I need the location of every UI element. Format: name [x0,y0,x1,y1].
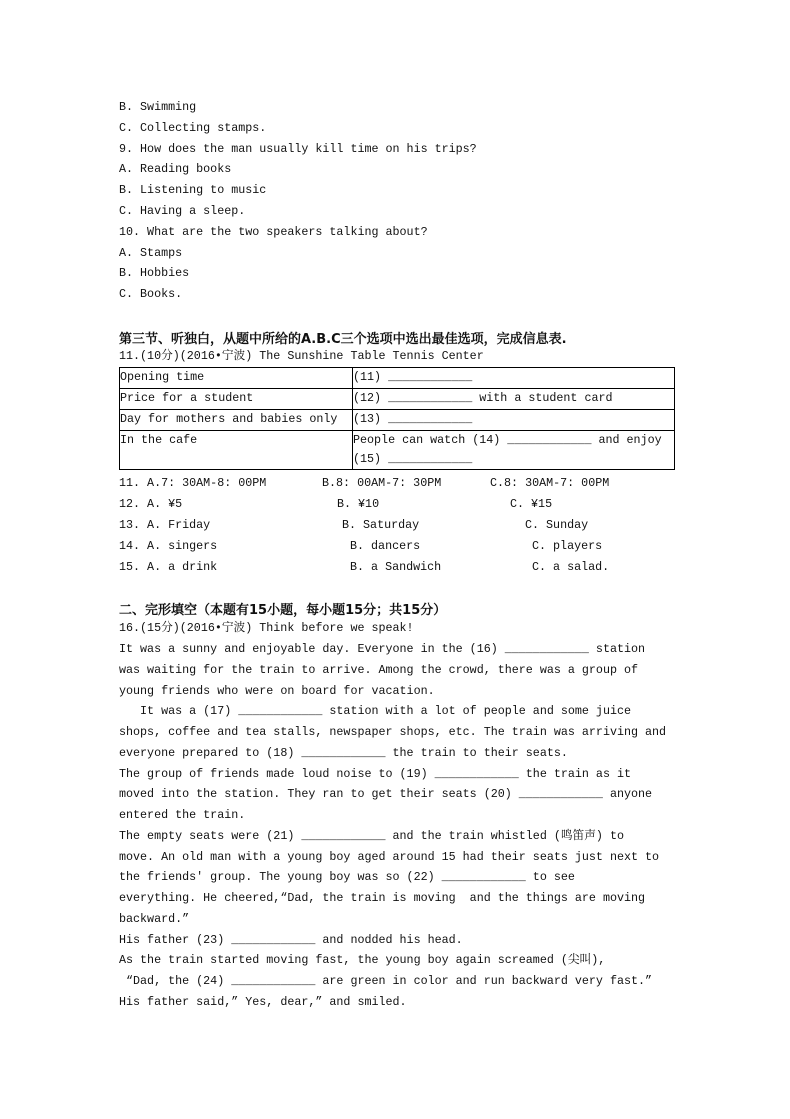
table-row [120,410,675,431]
option-a: 13. A. Friday [119,517,211,532]
passage-line: His father (23) ____________ and nodded his head. [119,932,463,947]
option-a: 15. A. a drink [119,559,218,574]
option-c: C. a salad. [532,559,610,574]
table-label: Day for mothers and babies only [120,410,353,431]
table-row [120,368,675,389]
table-row [120,389,675,410]
text-line: C. Having a sleep. [119,204,246,218]
text-line: C. Collecting stamps. [119,120,267,135]
passage-line: was waiting for the train to arrive. Among the crowd, there was a group of [119,662,639,677]
info-table [119,367,675,470]
text-line: A. Stamps [119,245,183,260]
table-label: Price for a student [120,389,353,410]
passage-line: shops, coffee and tea stalls, newspaper shops, etc. The train was arriving and [119,725,667,739]
table-label: Opening time [120,368,353,389]
text-line: 9. How does the man usually kill time on his trips? [119,141,477,156]
question-11-title: 11.(10分)(2016•宁波) The Sunshine Table Tennis Center [119,349,484,363]
passage-line: young friends who were on board for vacation. [119,683,435,698]
table-value: People can watch (14) ____________ and enjoy (15) ____________ [353,431,675,470]
option-b: B.8: 00AM-7: 30PM [322,476,442,490]
option-c: C.8: 30AM-7: 00PM [490,476,610,490]
passage-line: His father said,” Yes, dear,” and smiled. [119,994,407,1009]
question-16-title: 16.(15分)(2016•宁波) Think before we speak! [119,621,414,635]
option-b: B. a Sandwich [350,559,442,574]
table-row [120,431,675,470]
option-a: 12. A. ¥5 [119,496,183,511]
passage-line: As the train started moving fast, the young boy again screamed (尖叫), [119,953,606,968]
passage-line: It was a (17) ____________ station with a lot of people and some juice [119,704,631,719]
passage-line: move. An old man with a young boy aged around 15 had their seats just next to [119,849,660,864]
text-line: C. Books. [119,287,183,302]
passage-line: the friends' group. The young boy was so (22) ____________ to see [119,870,575,885]
option-c: C. Sunday [525,517,589,532]
passage-line: entered the train. [119,808,246,822]
table-value: (13) ____________ [353,410,675,431]
option-c: C. ¥15 [510,496,553,511]
passage-line: The empty seats were (21) ____________ and the train whistled (鸣笛声) to [119,828,624,843]
option-a: 14. A. singers [119,538,218,553]
option-c: C. players [532,538,603,553]
table-value: (12) ____________ with a student card [353,389,675,410]
text-line: B. Swimming [119,100,197,114]
passage-line: everything. He cheered,“Dad, the train is moving and the things are moving [119,891,646,905]
passage-line: It was a sunny and enjoyable day. Everyone in the (16) ____________ station [119,642,646,656]
option-b: B. dancers [350,538,421,553]
option-b: B. Saturday [342,517,420,532]
passage-line: “Dad, the (24) ____________ are green in color and run backward very fast.” [119,974,653,988]
passage-line: everyone prepared to (18) ____________ the train to their seats. [119,745,568,760]
text-line: 10. What are the two speakers talking about? [119,224,428,239]
passage-line: backward.” [119,911,190,926]
passage-line: The group of friends made loud noise to (19) ____________ the train as it [119,766,631,781]
section2-heading: 二、完形填空（本题有15小题，每小题15分；共15分） [119,603,447,618]
option-b: B. ¥10 [337,496,380,511]
passage-line: moved into the station. They ran to get their seats (20) ____________ anyone [119,787,653,802]
text-line: B. Hobbies [119,266,190,281]
table-value: (11) ____________ [353,368,675,389]
text-line: A. Reading books [119,162,232,177]
section3-heading: 第三节、听独白，从题中所给的A.B.C三个选项中选出最佳选项，完成信息表. [119,332,567,347]
table-label: In the cafe [120,431,353,470]
option-a: 11. A.7: 30AM-8: 00PM [119,476,267,490]
text-line: B. Listening to music [119,183,267,198]
